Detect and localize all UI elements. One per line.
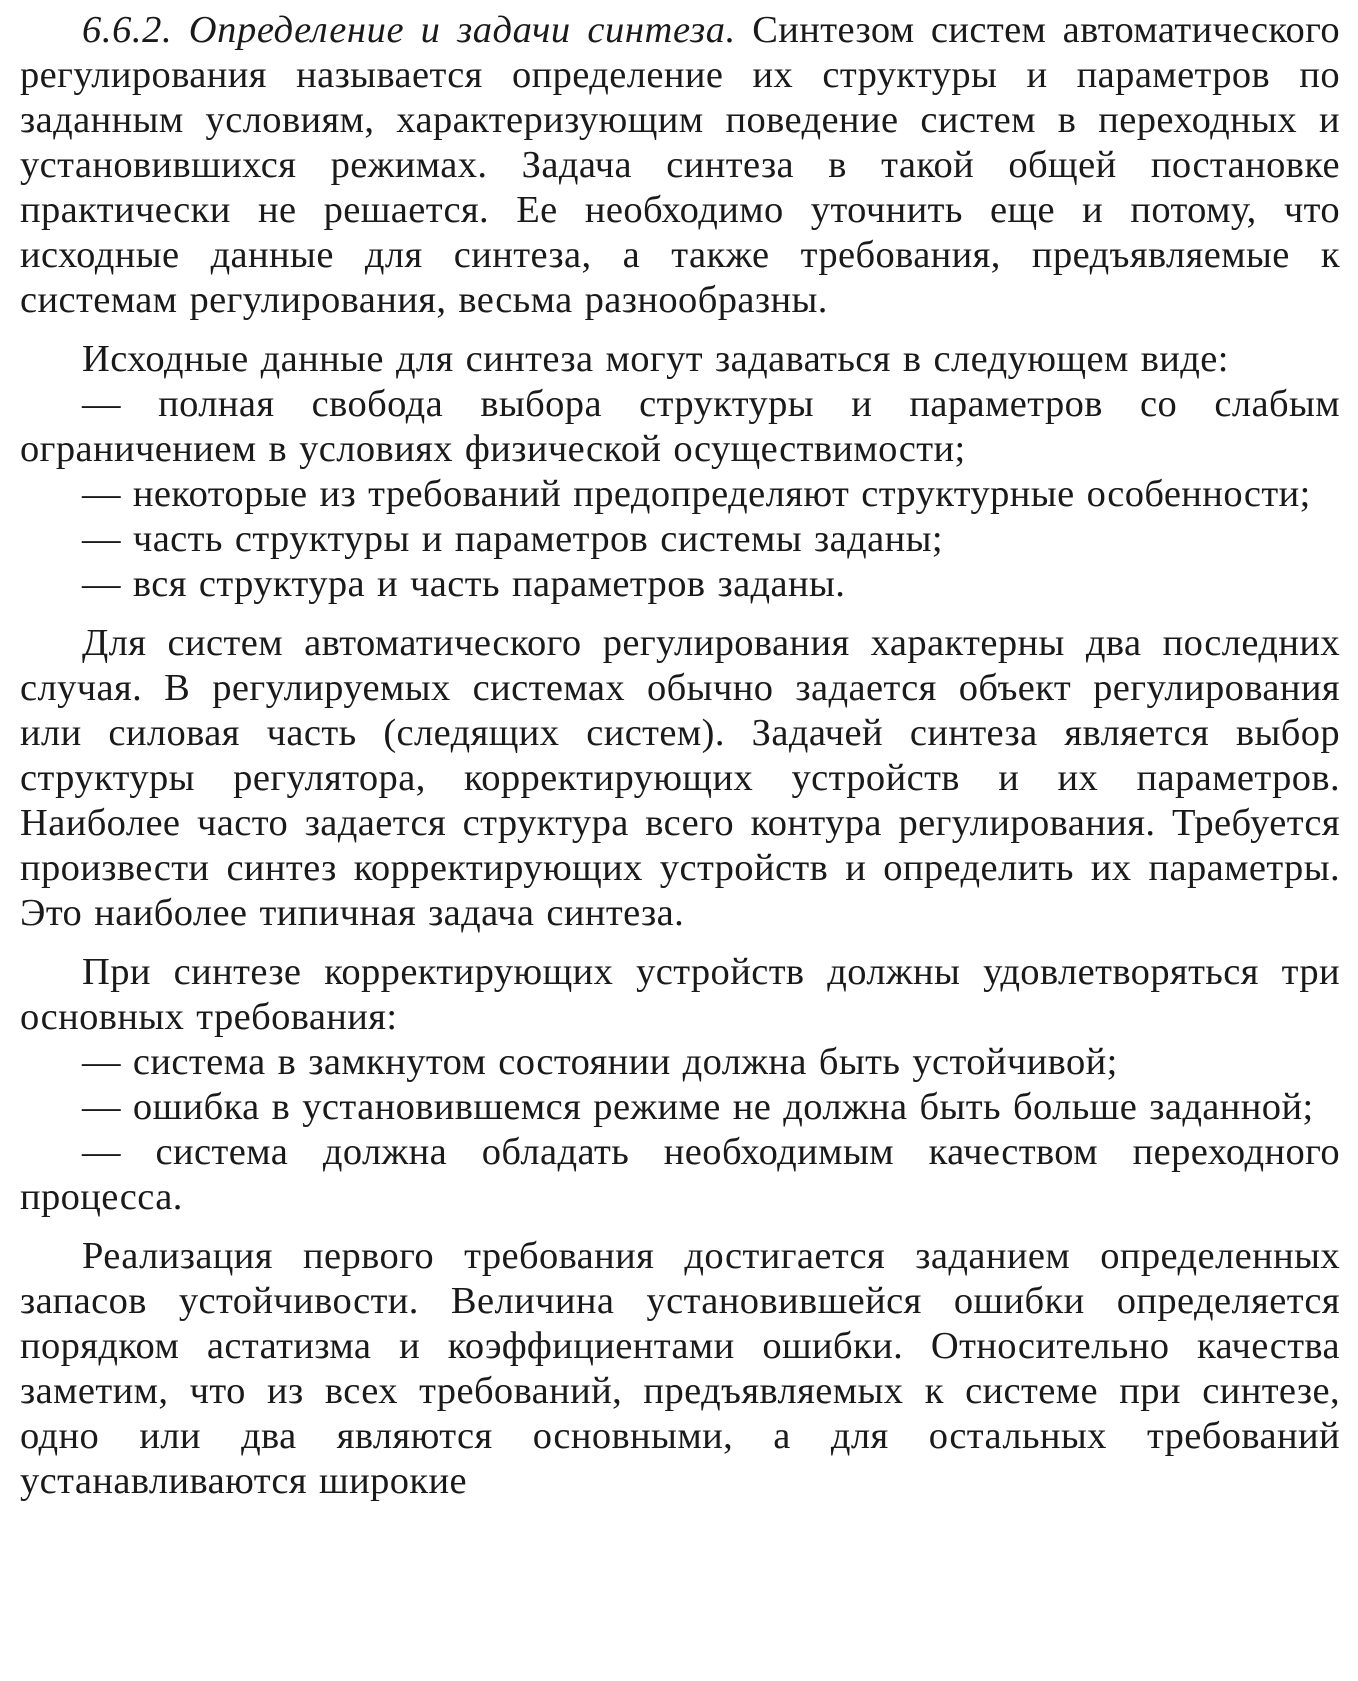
requirements-lead: При синтезе корректирующих устройств должны удовлетворяться три основных требования: <box>20 951 1340 1038</box>
initial-data-lead: Исходные данные для синтеза могут задаваться в следующем виде: <box>82 338 1229 380</box>
initial-data-item-2: — некоторые из требований предопределяют структурные особенности; <box>82 473 1311 515</box>
document-page <box>20 8 1340 1518</box>
intro-text: Синтезом систем автоматического регулирования называется определение их структуры и параметров по заданным условиям, характеризующим поведение систем в переходных и установившихся режимах. Задача синтеза в такой общей постановке практически не решается. Ее необходимо уточнить еще и потому, что исходные данные для синтеза, а также требования, предъявляемые к системам регулирования, весьма разнообразны. <box>20 9 1340 321</box>
requirement-item-1: — система в замкнутом состоянии должна быть устойчивой; <box>82 1041 1118 1083</box>
initial-data-item-4: — вся структура и часть параметров заданы. <box>82 563 846 605</box>
section-heading: 6.6.2. Определение и задачи синтеза. <box>82 9 736 51</box>
initial-data-item-1: — полная свобода выбора структуры и параметров со слабым ограничением в условиях физической осуществимости; <box>20 383 1340 470</box>
realization-paragraph: Реализация первого требования достигается заданием определенных запасов устойчивости. Величина установившейся ошибки определяется порядком астатизма и коэффициентами ошибки. Относительно качества заметим, что из всех требований, предъявляемых к системе при синтезе, одно или два являются основными, а для остальных требований устанавливаются широкие <box>20 1235 1340 1502</box>
requirement-item-3: — система должна обладать необходимым качеством переходного процесса. <box>20 1131 1340 1218</box>
typical-cases-paragraph: Для систем автоматического регулирования характерны два последних случая. В регулируемых системах обычно задается объект регулирования или силовая часть (следящих систем). Задачей синтеза является выбор структуры регулятора, корректирующих устройств и их параметров. Наиболее часто задается структура всего контура регулирования. Требуется произвести синтез корректирующих устройств и определить их параметры. Это наиболее типичная задача синтеза. <box>20 622 1340 934</box>
initial-data-item-3: — часть структуры и параметров системы заданы; <box>82 518 943 560</box>
intro-paragraph <box>20 8 1340 323</box>
requirement-item-2: — ошибка в установившемся режиме не должна быть больше заданной; <box>82 1086 1314 1128</box>
